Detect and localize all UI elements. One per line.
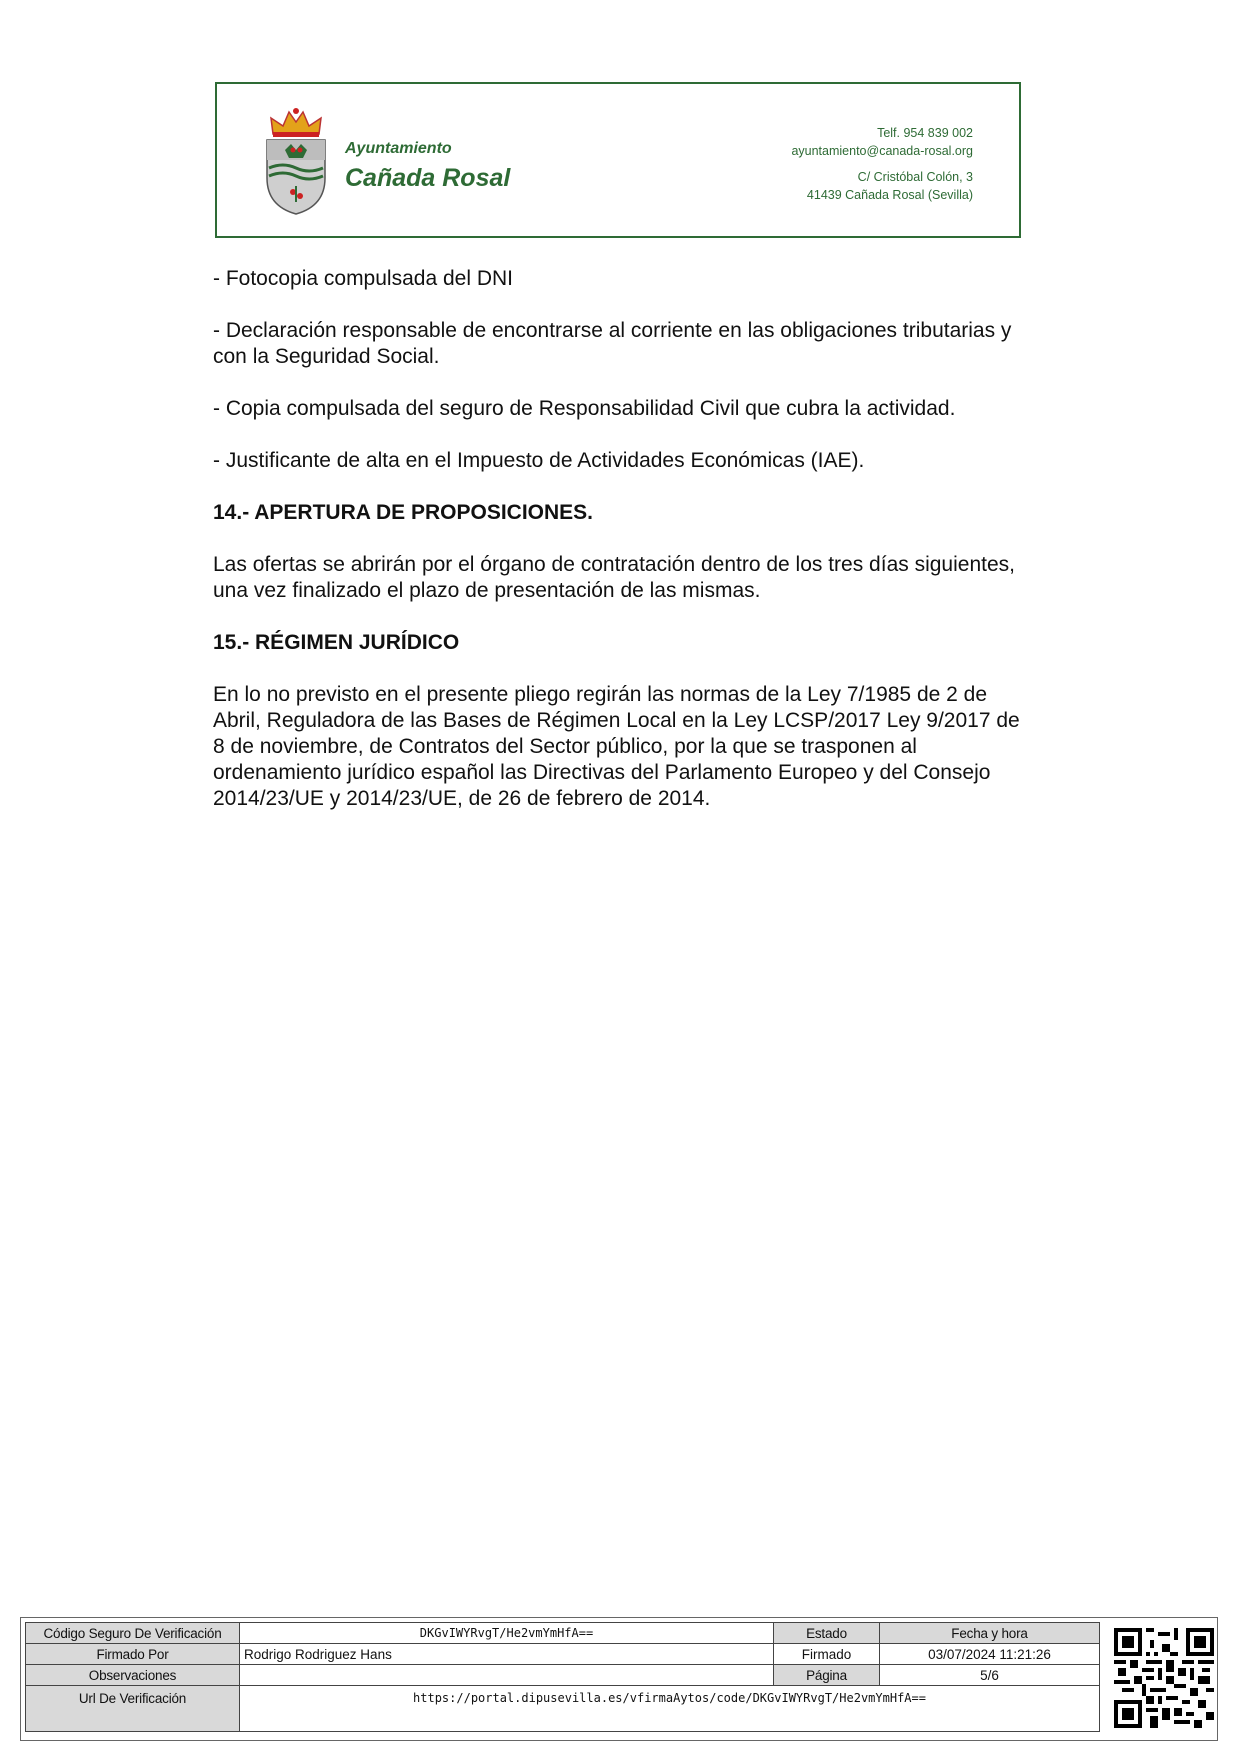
section-14-text: Las ofertas se abrirán por el órgano de contratación dentro de los tres días siguientes, una vez finalizado el plazo de presentación de las mismas. xyxy=(213,553,1015,602)
organization-name xyxy=(345,140,510,193)
estado-value: Firmado xyxy=(774,1644,880,1665)
pagina-label: Página xyxy=(774,1665,880,1686)
estado-label: Estado xyxy=(774,1623,880,1644)
list-item: - Fotocopia compulsada del DNI xyxy=(213,267,513,290)
fecha-label: Fecha y hora xyxy=(880,1623,1100,1644)
letterhead xyxy=(215,82,1021,238)
org-line2: Cañada Rosal xyxy=(345,164,511,192)
firmado-por-label: Firmado Por xyxy=(26,1644,240,1665)
csv-label: Código Seguro De Verificación xyxy=(26,1623,240,1644)
section-15-text: En lo no previsto en el presente pliego regirán las normas de la Ley 7/1985 de 2 de Abril, Reguladora de las Bases de Régimen Local en la Ley LCSP/2017 Ley 9/2017 de 8 de noviembre, de Contratos del Sector público, por la que se trasponen al ordenamiento jurídico español las Directivas del Parlamento Europeo y del Consejo 2014/23/UE y 2014/23/UE, de 26 de febrero de 2014. xyxy=(213,683,1020,810)
csv-value: DKGvIWYRvgT/He2vmYmHfA== xyxy=(240,1623,774,1644)
firmado-por-value: Rodrigo Rodriguez Hans xyxy=(240,1644,774,1665)
pagina-value: 5/6 xyxy=(880,1665,1100,1686)
observaciones-value xyxy=(240,1665,774,1686)
list-item: - Declaración responsable de encontrarse al corriente en las obligaciones tributarias y con la Seguridad Social. xyxy=(213,319,1012,368)
verification-footer xyxy=(20,1617,1218,1741)
verification-table xyxy=(25,1622,1100,1732)
qr-code-icon xyxy=(1114,1628,1214,1728)
list-item: - Justificante de alta en el Impuesto de Actividades Económicas (IAE). xyxy=(213,449,865,472)
section-14-title: 14.- APERTURA DE PROPOSICIONES. xyxy=(213,501,594,524)
url-label: Url De Verificación xyxy=(26,1686,240,1732)
list-item: - Copia compulsada del seguro de Responsabilidad Civil que cubra la actividad. xyxy=(213,397,956,420)
address-line1: C/ Cristóbal Colón, 3 xyxy=(857,170,973,184)
fecha-value: 03/07/2024 11:21:26 xyxy=(880,1644,1100,1665)
observaciones-label: Observaciones xyxy=(26,1665,240,1686)
phone: Telf. 954 839 002 xyxy=(877,126,973,140)
org-line1: Ayuntamiento xyxy=(345,140,452,157)
address-line2: 41439 Cañada Rosal (Sevilla) xyxy=(806,188,973,202)
document-body xyxy=(213,266,1033,838)
email: ayuntamiento@canada-rosal.org xyxy=(791,144,973,158)
verification-url[interactable]: https://portal.dipusevilla.es/vfirmaAytos/code/DKGvIWYRvgT/He2vmYmHfA== xyxy=(240,1686,1100,1732)
contact-info xyxy=(791,124,973,204)
coat-of-arms-icon xyxy=(263,106,329,216)
section-15-title: 15.- RÉGIMEN JURÍDICO xyxy=(213,631,460,654)
